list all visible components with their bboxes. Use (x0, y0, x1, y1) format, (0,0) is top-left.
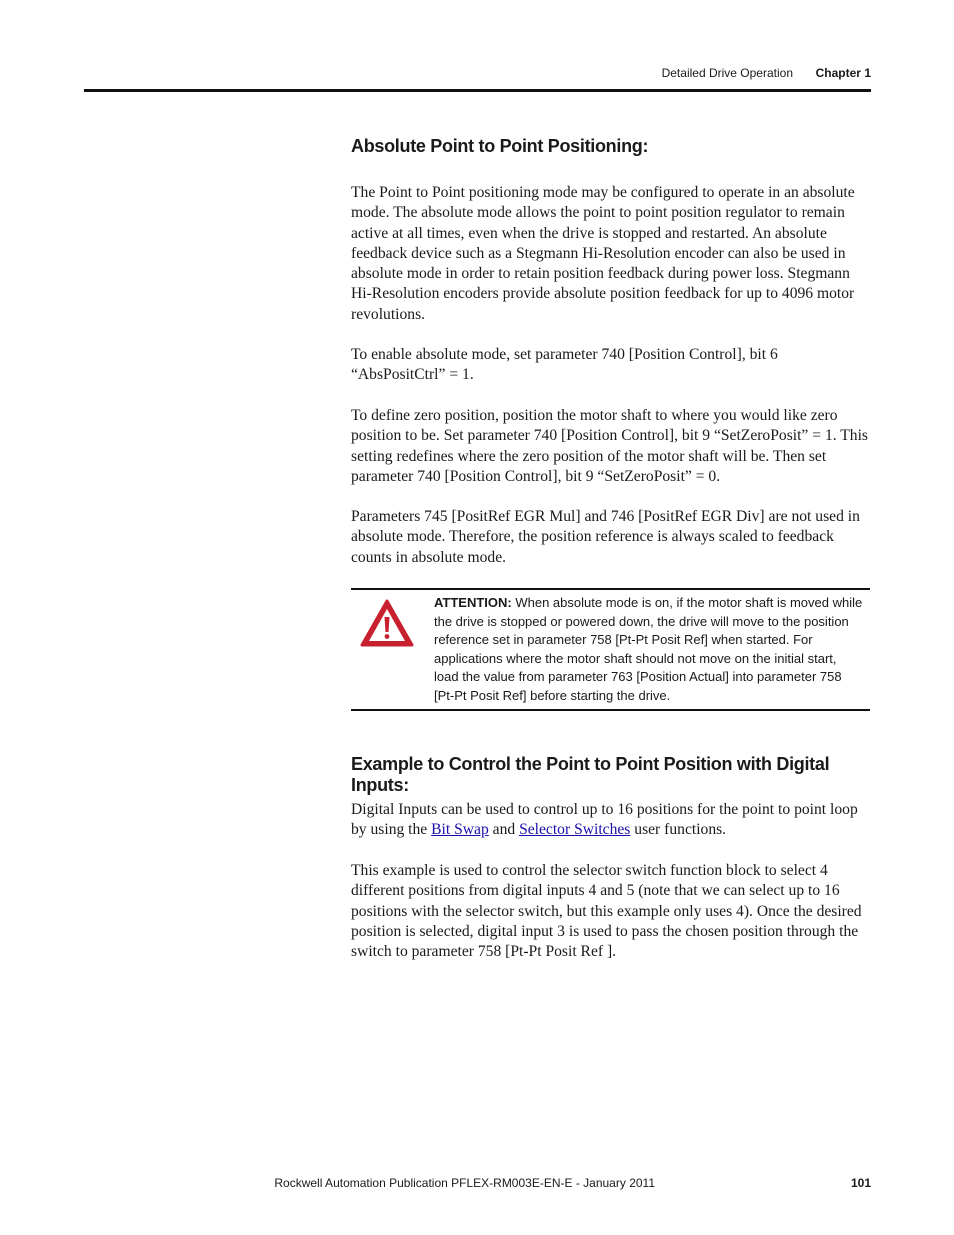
text-fragment: user functions. (630, 821, 727, 839)
text-fragment: Digital Inputs can be used to control up to 16 positions for the point to point loop by using the (351, 801, 858, 839)
paragraph-absolute-mode: The Point to Point positioning mode may be configured to operate in an absolute mode. The absolute mode allows the point to point position regulator to remain active at all times, even when the drive is stopped and restarted. An absolute feedback device such as a Stegmann Hi-Resolution encoder can also be used in absolute mode in order to retain position feedback during power loss. Stegmann Hi-Resolution encoders provide absolute position feedback for up to 4096 motor revolutions. (351, 184, 855, 323)
section-heading-digital-inputs: Example to Control the Point to Point Position with Digital Inputs: (351, 754, 830, 795)
paragraph-zero-position: To define zero position, position the motor shaft to where you would like zero position to be. Set parameter 740 [Position Control], bit 9 “SetZeroPosit” = 1. This setting redefines where the zero position of the motor shaft will be. Then set parameter 740 [Position Control], bit 9 “SetZeroPosit” = 0. (351, 407, 868, 485)
selector-switches-link[interactable]: Selector Switches (519, 821, 631, 839)
page-header (84, 66, 871, 84)
footer-publication: Rockwell Automation Publication PFLEX-RM003E-EN-E - January 2011 (274, 1176, 655, 1190)
page-number: 101 (850, 1176, 871, 1190)
header-chapter: Chapter 1 (815, 66, 871, 80)
attention-text (434, 594, 864, 706)
page-footer (84, 1176, 871, 1194)
paragraph-digital-inputs (351, 800, 871, 841)
attention-label: ATTENTION: (434, 595, 512, 610)
bit-swap-link[interactable]: Bit Swap (431, 821, 489, 839)
paragraph-selector-example: This example is used to control the selector switch function block to select 4 different positions from digital inputs 4 and 5 (note that we can select up to 16 positions with the selector switch, but this example only uses 4). Once the desired position is selected, digital input 3 is used to pass the chosen position through the switch to parameter 758 [Pt-Pt Posit Ref ]. (351, 862, 862, 961)
paragraph-enable-absolute: To enable absolute mode, set parameter 740 [Position Control], bit 6 “AbsPositCtrl” = 1. (351, 346, 778, 384)
attention-box (351, 588, 870, 711)
text-fragment: and (488, 821, 520, 839)
section-heading-absolute: Absolute Point to Point Positioning: (351, 136, 649, 156)
paragraph-egr-params: Parameters 745 [PositRef EGR Mul] and 746 [PositRef EGR Div] are not used in absolute mode. Therefore, the position reference is always scaled to feedback counts in absolute mode. (351, 508, 860, 566)
header-section-title: Detailed Drive Operation (661, 66, 793, 80)
warning-triangle-icon (359, 598, 415, 648)
attention-body: When absolute mode is on, if the motor shaft is moved while the drive is stopped or powered down, the drive will move to the position reference set in parameter 758 [Pt-Pt Posit Ref] when started. For applications where the motor shaft should not move on the initial start, load the value from parameter 763 [Position Actual] into parameter 758 [Pt-Pt Posit Ref] before starting the drive. (434, 595, 863, 703)
header-rule (84, 89, 871, 92)
